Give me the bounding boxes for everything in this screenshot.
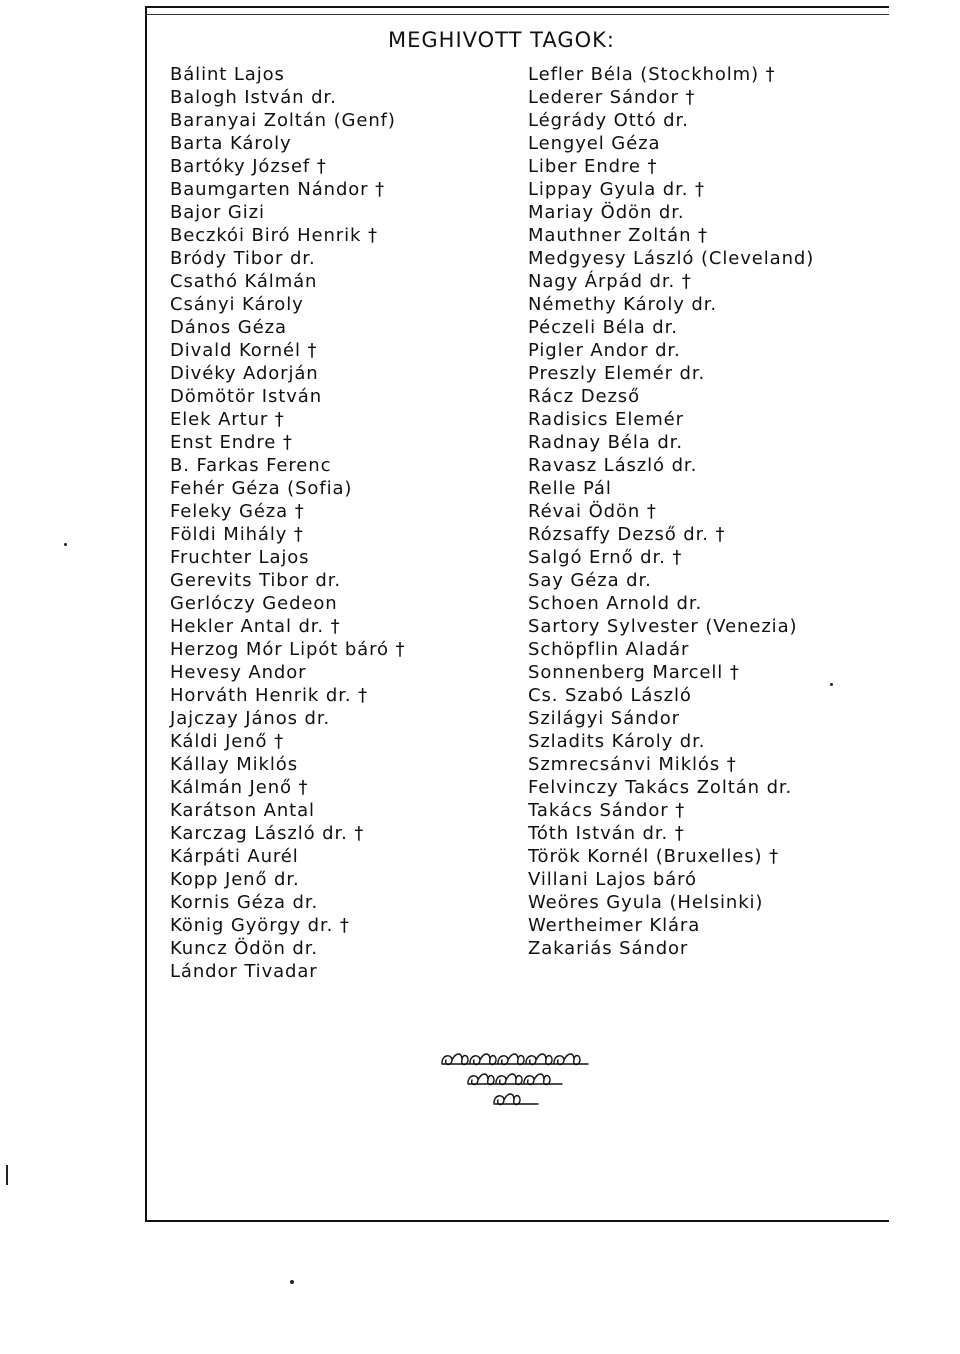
member-list-right — [528, 63, 814, 960]
left-member-entry: Divald Kornél † — [170, 340, 318, 361]
member-list-left — [170, 63, 405, 983]
left-member-entry: Bálint Lajos — [170, 64, 285, 85]
right-member-entry: Radisics Elemér — [528, 409, 684, 430]
margin-dot — [830, 683, 833, 686]
right-member-entry: Zakariás Sándor — [528, 938, 689, 959]
left-member-entry: Horváth Henrik dr. † — [170, 685, 368, 706]
right-member-entry: Mariay Ödön dr. — [528, 202, 685, 223]
left-member-entry: Baranyai Zoltán (Genf) — [170, 110, 396, 131]
left-member-entry: Csányi Károly — [170, 294, 304, 315]
right-member-entry: Lippay Gyula dr. † — [528, 179, 705, 200]
left-member-entry: Herzog Mór Lipót báró † — [170, 639, 406, 660]
right-member-entry: Felvinczy Takács Zoltán dr. — [528, 777, 793, 798]
left-member-entry: Hekler Antal dr. † — [170, 616, 341, 637]
right-member-entry: Schoen Arnold dr. — [528, 593, 703, 614]
left-member-entry: Káldi Jenő † — [170, 731, 284, 752]
left-member-entry: Baumgarten Nándor † — [170, 179, 386, 200]
right-member-entry: Rózsaffy Dezső dr. † — [528, 524, 726, 545]
right-member-entry: Török Kornél (Bruxelles) † — [528, 846, 779, 867]
left-member-entry: Fehér Géza (Sofia) — [170, 478, 353, 499]
ornament-icon — [438, 1050, 594, 1112]
right-member-entry: Wertheimer Klára — [528, 915, 701, 936]
left-member-entry: Jajczay János dr. — [170, 708, 331, 729]
right-member-entry: Weöres Gyula (Helsinki) — [528, 892, 764, 913]
right-member-entry: Medgyesy László (Cleveland) — [528, 248, 815, 269]
right-member-entry: Mauthner Zoltán † — [528, 225, 708, 246]
right-member-entry: Némethy Károly dr. — [528, 294, 717, 315]
right-member-entry: Takács Sándor † — [528, 800, 686, 821]
left-member-entry: Beczkói Biró Henrik † — [170, 225, 378, 246]
left-member-entry: B. Farkas Ferenc — [170, 455, 332, 476]
left-member-entry: Kárpáti Aurél — [170, 846, 299, 867]
left-member-entry: Balogh István dr. — [170, 87, 337, 108]
left-member-entry: Gerevits Tibor dr. — [170, 570, 342, 591]
right-member-entry: Sartory Sylvester (Venezia) — [528, 616, 798, 637]
right-member-entry: Ravasz László dr. — [528, 455, 698, 476]
left-member-entry: Elek Artur † — [170, 409, 285, 430]
left-member-entry: Fruchter Lajos — [170, 547, 310, 568]
left-member-entry: Divéky Adorján — [170, 363, 319, 384]
margin-mark — [6, 1165, 8, 1185]
top-rule — [145, 14, 889, 15]
right-member-entry: Schöpflin Aladár — [528, 639, 690, 660]
right-member-entry: Say Géza dr. — [528, 570, 652, 591]
right-member-entry: Szilágyi Sándor — [528, 708, 680, 729]
margin-dot — [64, 543, 67, 546]
left-member-entry: Kuncz Ödön dr. — [170, 938, 319, 959]
left-member-entry: Feleky Géza † — [170, 501, 305, 522]
left-member-entry: Lándor Tivadar — [170, 961, 318, 982]
left-member-entry: Bródy Tibor dr. — [170, 248, 316, 269]
right-member-entry: Radnay Béla dr. — [528, 432, 683, 453]
right-member-entry: Lederer Sándor † — [528, 87, 696, 108]
left-member-entry: Dános Géza — [170, 317, 287, 338]
left-member-entry: Kállay Miklós — [170, 754, 298, 775]
right-member-entry: Lengyel Géza — [528, 133, 661, 154]
right-member-entry: Péczeli Béla dr. — [528, 317, 678, 338]
left-member-entry: Karátson Antal — [170, 800, 315, 821]
right-member-entry: Relle Pál — [528, 478, 612, 499]
left-member-entry: Karczag László dr. † — [170, 823, 365, 844]
left-member-entry: Enst Endre † — [170, 432, 293, 453]
right-member-entry: Szladits Károly dr. — [528, 731, 706, 752]
page-title: MEGHIVOTT TAGOK: — [388, 28, 615, 52]
right-member-entry: Pigler Andor dr. — [528, 340, 681, 361]
right-member-entry: Nagy Árpád dr. † — [528, 271, 692, 292]
right-member-entry: Cs. Szabó László — [528, 685, 692, 706]
left-member-entry: Kálmán Jenő † — [170, 777, 309, 798]
left-member-entry: Csathó Kálmán — [170, 271, 318, 292]
right-member-entry: Légrády Ottó dr. — [528, 110, 689, 131]
right-member-entry: Preszly Elemér dr. — [528, 363, 706, 384]
right-member-entry: Sonnenberg Marcell † — [528, 662, 740, 683]
right-member-entry: Villani Lajos báró — [528, 869, 697, 890]
right-member-entry: Lefler Béla (Stockholm) † — [528, 64, 776, 85]
left-member-entry: Földi Mihály † — [170, 524, 304, 545]
left-member-entry: Gerlóczy Gedeon — [170, 593, 338, 614]
margin-dot — [290, 1280, 294, 1284]
left-member-entry: Barta Károly — [170, 133, 292, 154]
left-member-entry: Bartóky József † — [170, 156, 327, 177]
left-member-entry: Kopp Jenő dr. — [170, 869, 300, 890]
right-member-entry: Salgó Ernő dr. † — [528, 547, 683, 568]
left-member-entry: Dömötör István — [170, 386, 323, 407]
right-member-entry: Révai Ödön † — [528, 501, 657, 522]
left-member-entry: König György dr. † — [170, 915, 350, 936]
right-member-entry: Liber Endre † — [528, 156, 658, 177]
right-member-entry: Rácz Dezső — [528, 386, 640, 407]
left-member-entry: Bajor Gizi — [170, 202, 265, 223]
right-member-entry: Tóth István dr. † — [528, 823, 685, 844]
right-member-entry: Szmrecsánvi Miklós † — [528, 754, 737, 775]
left-member-entry: Kornis Géza dr. — [170, 892, 319, 913]
left-member-entry: Hevesy Andor — [170, 662, 307, 683]
